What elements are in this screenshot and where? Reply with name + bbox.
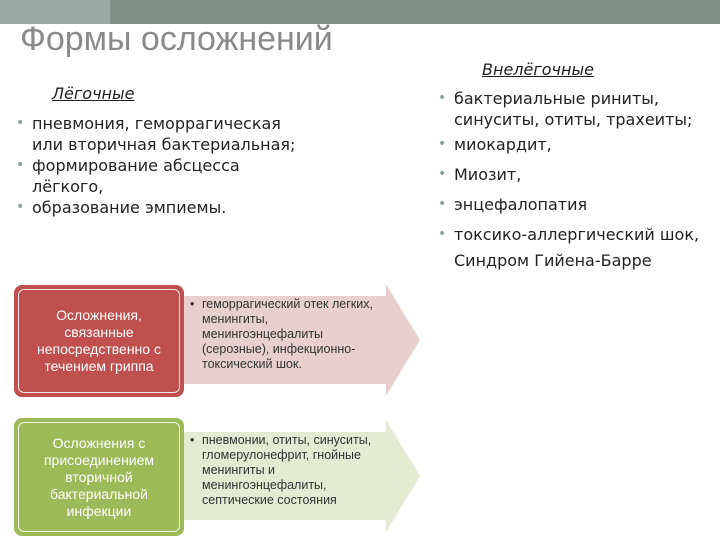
bullet-icon: • [16, 157, 25, 173]
bullet-icon: • [190, 433, 195, 447]
extrapulmonary-heading: Внелёгочные [482, 60, 594, 79]
pulmonary-heading: Лёгочные [52, 84, 135, 103]
arrow-text-1: • геморрагический отек легких, менингиты, менингоэнцефалиты (серозные), инфекционно-токсический шок. [190, 297, 373, 371]
list-item: • энцефалопатия [438, 195, 588, 214]
list-item: • миокардит, [438, 135, 552, 154]
flu-complications-box: Осложнения, связанные непосредственно с течением гриппа [14, 285, 184, 397]
arrow-text-2: • пневмонии, отиты, синуситы, гломерулонефрит, гнойные менингиты и менингоэнцефалиты, септические состояния [190, 433, 372, 507]
list-item: • пневмония, геморрагическая или вторичная бактериальная; [16, 114, 296, 154]
bullet-icon: • [438, 166, 447, 182]
bullet-icon: • [438, 196, 447, 212]
bullet-icon: • [438, 226, 447, 242]
bullet-icon: • [438, 136, 447, 152]
list-item: Синдром Гийена-Барре [454, 251, 652, 270]
list-item: • Миозит, [438, 165, 522, 184]
bullet-icon: • [16, 199, 25, 215]
bullet-icon: • [16, 115, 25, 131]
bullet-icon: • [438, 90, 447, 106]
bullet-icon: • [190, 297, 195, 311]
bacterial-complications-box: Осложнения с присоединением вторичной бактериальной инфекции [14, 418, 184, 536]
list-item: • образование эмпиемы. [16, 198, 227, 217]
page-title: Формы осложнений [20, 20, 333, 58]
list-item: • бактериальные риниты, синуситы, отиты, трахеиты; [438, 89, 693, 129]
list-item: • формирование абсцесса лёгкого, [16, 156, 240, 196]
list-item: • токсико-аллергический шок, [438, 225, 700, 244]
